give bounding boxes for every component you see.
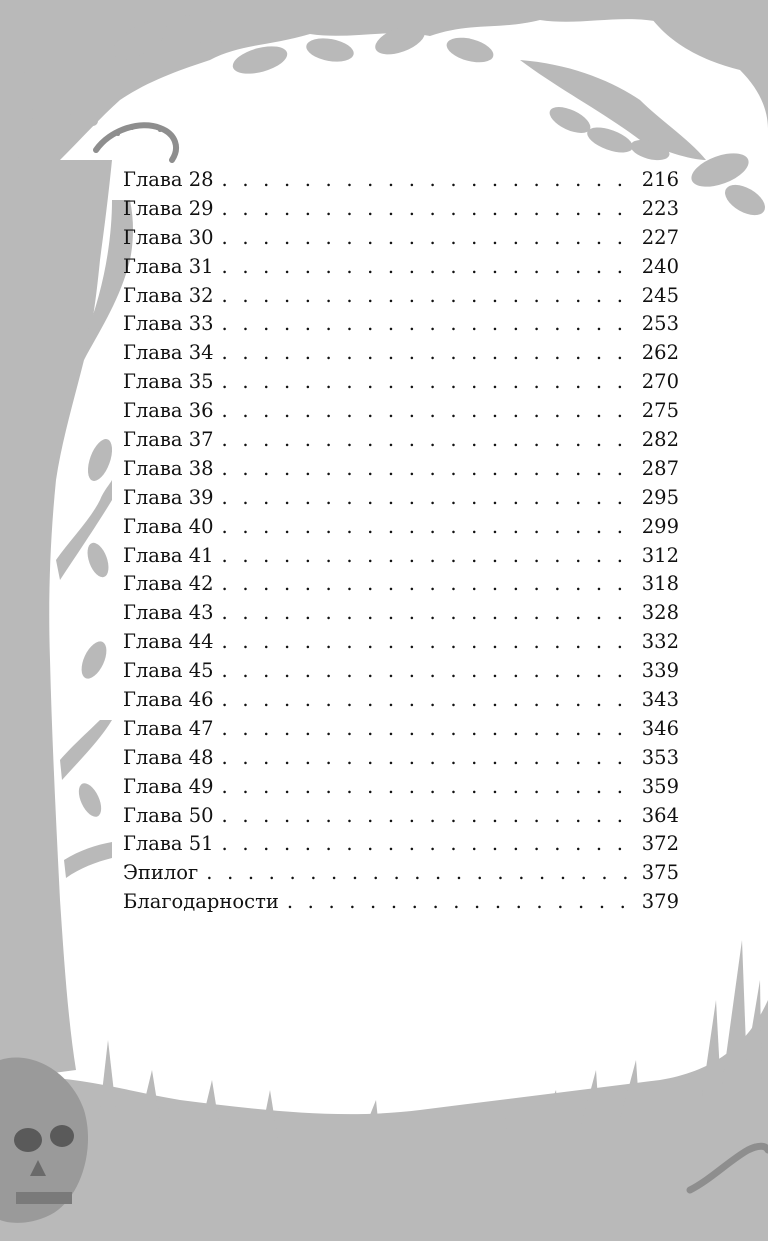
centipede-icon: [96, 124, 176, 160]
toc-entry-title: Глава 39: [123, 485, 214, 509]
dot-leader: [206, 859, 638, 888]
toc-entry-title: Глава 43: [123, 601, 214, 625]
toc-entry[interactable]: [123, 484, 679, 513]
toc-entry-title: Глава 36: [123, 399, 214, 423]
toc-entry-title: Глава 28: [123, 168, 214, 191]
toc-entry[interactable]: [123, 570, 679, 599]
dot-leader: [222, 744, 638, 773]
toc-entry-title: Глава 44: [123, 630, 214, 654]
toc-entry-page-number: 270: [641, 370, 679, 394]
toc-entry[interactable]: [123, 455, 679, 484]
toc-entry-page-number: 353: [641, 745, 679, 769]
dot-leader: [222, 773, 638, 802]
dot-leader: [222, 195, 638, 224]
tree-silhouette: [0, 160, 133, 1080]
toc-entry-title: Эпилог: [123, 861, 199, 885]
toc-entry-title: Глава 34: [123, 341, 214, 365]
toc-entry-title: Глава 32: [123, 283, 214, 307]
grass-silhouette: [0, 940, 768, 1241]
dot-leader: [222, 830, 638, 859]
toc-entry[interactable]: [123, 166, 679, 195]
toc-entry-title: Глава 41: [123, 543, 214, 567]
toc-entry[interactable]: [123, 744, 679, 773]
toc-entry-page-number: 343: [641, 688, 679, 712]
toc-entry-page-number: 375: [641, 861, 679, 885]
dot-leader: [222, 397, 638, 426]
toc-entry-title: Глава 35: [123, 370, 214, 394]
dot-leader: [222, 339, 638, 368]
toc-entry[interactable]: [123, 628, 679, 657]
dot-leader: [222, 282, 638, 311]
toc-entry-title: Глава 30: [123, 225, 214, 249]
toc-entry[interactable]: [123, 888, 679, 917]
dot-leader: [222, 686, 638, 715]
toc-entry[interactable]: [123, 368, 679, 397]
toc-entry[interactable]: [123, 513, 679, 542]
toc-entry-page-number: 216: [641, 168, 679, 191]
toc-entry-page-number: 240: [641, 254, 679, 278]
toc-entry-title: Глава 29: [123, 196, 214, 220]
toc-entry[interactable]: [123, 715, 679, 744]
toc-entry-title: Глава 47: [123, 716, 214, 740]
toc-entry-title: Глава 51: [123, 832, 214, 856]
toc-entry-page-number: 318: [641, 572, 679, 596]
toc-entry[interactable]: [123, 830, 679, 859]
toc-entry-page-number: 312: [641, 543, 679, 567]
toc-entry[interactable]: [123, 859, 679, 888]
toc-entry-title: Глава 45: [123, 659, 214, 683]
toc-entry-page-number: 332: [641, 630, 679, 654]
toc-entry-page-number: 339: [641, 659, 679, 683]
toc-entry[interactable]: [123, 253, 679, 282]
dot-leader: [222, 310, 638, 339]
dot-leader: [222, 657, 638, 686]
toc-entry[interactable]: [123, 310, 679, 339]
toc-entry[interactable]: [123, 599, 679, 628]
toc-entry-title: Глава 33: [123, 312, 214, 336]
toc-entry[interactable]: [123, 802, 679, 831]
toc-entry-page-number: 328: [641, 601, 679, 625]
toc-entry[interactable]: [123, 657, 679, 686]
toc-entry-title: Благодарности: [123, 890, 279, 914]
dot-leader: [222, 368, 638, 397]
toc-entry-page-number: 245: [641, 283, 679, 307]
toc-entry-page-number: 372: [641, 832, 679, 856]
toc-entry[interactable]: [123, 339, 679, 368]
dot-leader: [222, 513, 638, 542]
dot-leader: [222, 166, 638, 195]
toc-entry[interactable]: [123, 195, 679, 224]
toc-entry[interactable]: [123, 397, 679, 426]
dot-leader: [222, 253, 638, 282]
toc-entry-title: Глава 40: [123, 514, 214, 538]
toc-entry-title: Глава 46: [123, 688, 214, 712]
toc-entry[interactable]: [123, 773, 679, 802]
toc-entry-page-number: 359: [641, 774, 679, 798]
dot-leader: [222, 599, 638, 628]
toc-entry[interactable]: [123, 426, 679, 455]
toc-entry-page-number: 299: [641, 514, 679, 538]
toc-entry[interactable]: [123, 542, 679, 571]
toc-entry-title: Глава 38: [123, 456, 214, 480]
table-of-contents: [123, 166, 679, 917]
toc-entry-page-number: 364: [641, 803, 679, 827]
toc-entry-title: Глава 42: [123, 572, 214, 596]
toc-entry-page-number: 253: [641, 312, 679, 336]
dot-leader: [222, 426, 638, 455]
toc-entry-page-number: 287: [641, 456, 679, 480]
toc-entry-title: Глава 37: [123, 428, 214, 452]
toc-entry[interactable]: [123, 686, 679, 715]
toc-entry-title: Глава 49: [123, 774, 214, 798]
dot-leader: [222, 224, 638, 253]
toc-entry-page-number: 282: [641, 428, 679, 452]
toc-entry-page-number: 262: [641, 341, 679, 365]
toc-entry-page-number: 275: [641, 399, 679, 423]
dot-leader: [222, 802, 638, 831]
dot-leader: [222, 715, 638, 744]
toc-entry-page-number: 346: [641, 716, 679, 740]
toc-entry-title: Глава 48: [123, 745, 214, 769]
dot-leader: [287, 888, 638, 917]
toc-entry-page-number: 295: [641, 485, 679, 509]
dot-leader: [222, 455, 638, 484]
dot-leader: [222, 484, 638, 513]
toc-entry-title: Глава 31: [123, 254, 214, 278]
dot-leader: [222, 628, 638, 657]
toc-entry[interactable]: [123, 224, 679, 253]
toc-entry[interactable]: [123, 282, 679, 311]
toc-entry-title: Глава 50: [123, 803, 214, 827]
dot-leader: [222, 570, 638, 599]
dot-leader: [222, 542, 638, 571]
toc-entry-page-number: 227: [641, 225, 679, 249]
toc-entry-page-number: 379: [641, 890, 679, 914]
toc-entry-page-number: 223: [641, 196, 679, 220]
